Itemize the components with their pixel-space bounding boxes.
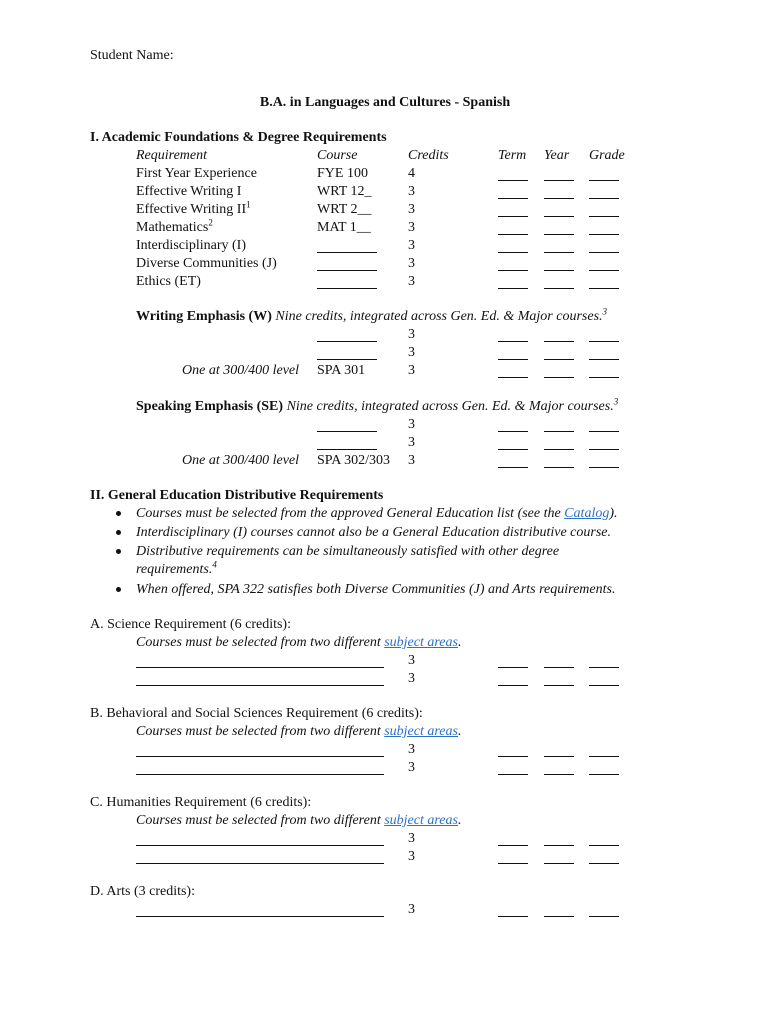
page-title: B.A. in Languages and Cultures - Spanish — [259, 95, 511, 110]
header-course: Course — [317, 148, 358, 163]
course-blank[interactable] — [136, 685, 384, 686]
term-blank[interactable] — [498, 180, 528, 181]
course-blank[interactable] — [317, 288, 377, 289]
bullet-item: Courses must be selected from the approved General Education list (see the Catalog). — [136, 506, 618, 521]
year-blank[interactable] — [544, 774, 574, 775]
credits-value: 3 — [408, 653, 415, 668]
subject-areas-link[interactable]: subject areas — [384, 813, 458, 828]
credits-value: 3 — [408, 256, 415, 271]
credits-value: 3 — [408, 220, 415, 235]
term-blank[interactable] — [498, 234, 528, 235]
credits-value: 3 — [408, 453, 415, 468]
term-blank[interactable] — [498, 916, 528, 917]
course-code: MAT 1__ — [317, 220, 371, 235]
catalog-link[interactable]: Catalog — [564, 506, 610, 521]
bullet-icon — [116, 511, 121, 516]
grade-blank[interactable] — [589, 216, 619, 217]
term-blank[interactable] — [498, 341, 528, 342]
behavioral-heading: B. Behavioral and Social Sciences Requirement (6 credits): — [90, 706, 423, 721]
credits-value: 3 — [408, 831, 415, 846]
requirement-label: First Year Experience — [136, 166, 257, 181]
year-blank[interactable] — [544, 198, 574, 199]
header-requirement: Requirement — [136, 148, 208, 163]
credits-value: 3 — [408, 363, 415, 378]
header-grade: Grade — [589, 148, 625, 163]
subject-note: Courses must be selected from two different subject areas. — [136, 813, 462, 828]
year-blank[interactable] — [544, 667, 574, 668]
course-blank[interactable] — [317, 341, 377, 342]
term-blank[interactable] — [498, 467, 528, 468]
course-code: SPA 301 — [317, 363, 366, 378]
course-blank[interactable] — [317, 270, 377, 271]
grade-blank[interactable] — [589, 774, 619, 775]
grade-blank[interactable] — [589, 234, 619, 235]
term-blank[interactable] — [498, 774, 528, 775]
year-blank[interactable] — [544, 845, 574, 846]
year-blank[interactable] — [544, 431, 574, 432]
credits-value: 3 — [408, 345, 415, 360]
year-blank[interactable] — [544, 180, 574, 181]
term-blank[interactable] — [498, 449, 528, 450]
credits-value: 3 — [408, 902, 415, 917]
grade-blank[interactable] — [589, 916, 619, 917]
grade-blank[interactable] — [589, 667, 619, 668]
course-blank[interactable] — [317, 359, 377, 360]
term-blank[interactable] — [498, 216, 528, 217]
footnote-ref: 1 — [246, 199, 251, 210]
year-blank[interactable] — [544, 216, 574, 217]
year-blank[interactable] — [544, 685, 574, 686]
student-name-label: Student Name: — [90, 48, 174, 63]
footnote-ref: 2 — [208, 217, 213, 228]
year-blank[interactable] — [544, 359, 574, 360]
credits-value: 3 — [408, 671, 415, 686]
grade-blank[interactable] — [589, 431, 619, 432]
term-blank[interactable] — [498, 863, 528, 864]
footnote-ref: 3 — [613, 396, 619, 407]
credits-value: 3 — [408, 435, 415, 450]
requirement-label: Ethics (ET) — [136, 274, 201, 289]
term-blank[interactable] — [498, 252, 528, 253]
term-blank[interactable] — [498, 845, 528, 846]
course-blank[interactable] — [317, 431, 377, 432]
subject-areas-link[interactable]: subject areas — [384, 635, 458, 650]
footnote-ref: 3 — [602, 306, 608, 317]
course-code: SPA 302/303 — [317, 453, 391, 468]
term-blank[interactable] — [498, 270, 528, 271]
credits-value: 3 — [408, 417, 415, 432]
year-blank[interactable] — [544, 863, 574, 864]
footnote-ref: 4 — [212, 559, 217, 570]
bullet-item: When offered, SPA 322 satisfies both Diverse Communities (J) and Arts requirements. — [136, 582, 616, 597]
bullet-item: Distributive requirements can be simultaneously satisfied with other degree — [136, 544, 560, 559]
grade-blank[interactable] — [589, 685, 619, 686]
writing-emphasis-heading: Writing Emphasis (W) Nine credits, integrated across Gen. Ed. & Major courses.$^3$ — [136, 306, 608, 324]
level-note: One at 300/400 level — [182, 363, 300, 378]
course-blank[interactable] — [136, 863, 384, 864]
course-blank[interactable] — [136, 756, 384, 757]
grade-blank[interactable] — [589, 377, 619, 378]
credits-value: 3 — [408, 238, 415, 253]
term-blank[interactable] — [498, 431, 528, 432]
humanities-heading: C. Humanities Requirement (6 credits): — [90, 795, 312, 810]
year-blank[interactable] — [544, 756, 574, 757]
section-2-heading: II. General Education Distributive Requirements — [90, 488, 384, 503]
bullet-item-continued: requirements.$^4$ — [136, 559, 217, 577]
course-code: WRT 12_ — [317, 184, 372, 199]
credits-value: 3 — [408, 760, 415, 775]
requirement-label: Effective Writing $II^1$ — [136, 199, 251, 217]
grade-blank[interactable] — [589, 359, 619, 360]
course-code: FYE 100 — [317, 166, 368, 181]
term-blank[interactable] — [498, 198, 528, 199]
grade-blank[interactable] — [589, 288, 619, 289]
bullet-icon — [116, 587, 121, 592]
section-1-heading: I. Academic Foundations & Degree Requirements — [90, 130, 387, 145]
credits-value: 4 — [408, 166, 415, 181]
year-blank[interactable] — [544, 377, 574, 378]
term-blank[interactable] — [498, 756, 528, 757]
year-blank[interactable] — [544, 467, 574, 468]
header-year: Year — [544, 148, 570, 163]
credits-value: 3 — [408, 202, 415, 217]
bullet-icon — [116, 530, 121, 535]
course-blank[interactable] — [136, 845, 384, 846]
science-heading: A. Science Requirement (6 credits): — [90, 617, 291, 632]
year-blank[interactable] — [544, 270, 574, 271]
credits-value: 3 — [408, 184, 415, 199]
grade-blank[interactable] — [589, 467, 619, 468]
grade-blank[interactable] — [589, 180, 619, 181]
course-blank[interactable] — [136, 667, 384, 668]
credits-value: 3 — [408, 849, 415, 864]
grade-blank[interactable] — [589, 845, 619, 846]
subject-areas-link[interactable]: subject areas — [384, 724, 458, 739]
speaking-emphasis-heading: Speaking Emphasis (SE) Nine credits, integrated across Gen. Ed. & Major courses.$^3$ — [136, 396, 619, 414]
course-code: WRT 2__ — [317, 202, 372, 217]
term-blank[interactable] — [498, 685, 528, 686]
requirement-label: Effective Writing I — [136, 184, 242, 199]
year-blank[interactable] — [544, 252, 574, 253]
grade-blank[interactable] — [589, 270, 619, 271]
course-blank[interactable] — [317, 252, 377, 253]
year-blank[interactable] — [544, 234, 574, 235]
bullet-icon — [116, 549, 121, 554]
credits-value: 3 — [408, 742, 415, 757]
grade-blank[interactable] — [589, 863, 619, 864]
grade-blank[interactable] — [589, 252, 619, 253]
year-blank[interactable] — [544, 341, 574, 342]
course-blank[interactable] — [136, 774, 384, 775]
course-blank[interactable] — [136, 916, 384, 917]
arts-heading: D. Arts (3 credits): — [90, 884, 195, 899]
header-credits: Credits — [408, 148, 449, 163]
credits-value: 3 — [408, 274, 415, 289]
term-blank[interactable] — [498, 359, 528, 360]
credits-value: 3 — [408, 327, 415, 342]
requirement-label: Diverse Communities (J) — [136, 256, 277, 271]
grade-blank[interactable] — [589, 449, 619, 450]
grade-blank[interactable] — [589, 756, 619, 757]
grade-blank[interactable] — [589, 341, 619, 342]
bullet-item: Interdisciplinary (I) courses cannot also be a General Education distributive course. — [136, 525, 612, 540]
term-blank[interactable] — [498, 667, 528, 668]
year-blank[interactable] — [544, 288, 574, 289]
grade-blank[interactable] — [589, 198, 619, 199]
term-blank[interactable] — [498, 288, 528, 289]
year-blank[interactable] — [544, 916, 574, 917]
header-term: Term — [498, 148, 527, 163]
requirement-label: Mathematics$^2$ — [136, 217, 213, 235]
course-blank[interactable] — [317, 449, 377, 450]
subject-note: Courses must be selected from two different subject areas. — [136, 724, 462, 739]
requirement-label: Interdisciplinary (I) — [136, 238, 247, 253]
year-blank[interactable] — [544, 449, 574, 450]
term-blank[interactable] — [498, 377, 528, 378]
subject-note: Courses must be selected from two different subject areas. — [136, 635, 462, 650]
level-note: One at 300/400 level — [182, 453, 300, 468]
